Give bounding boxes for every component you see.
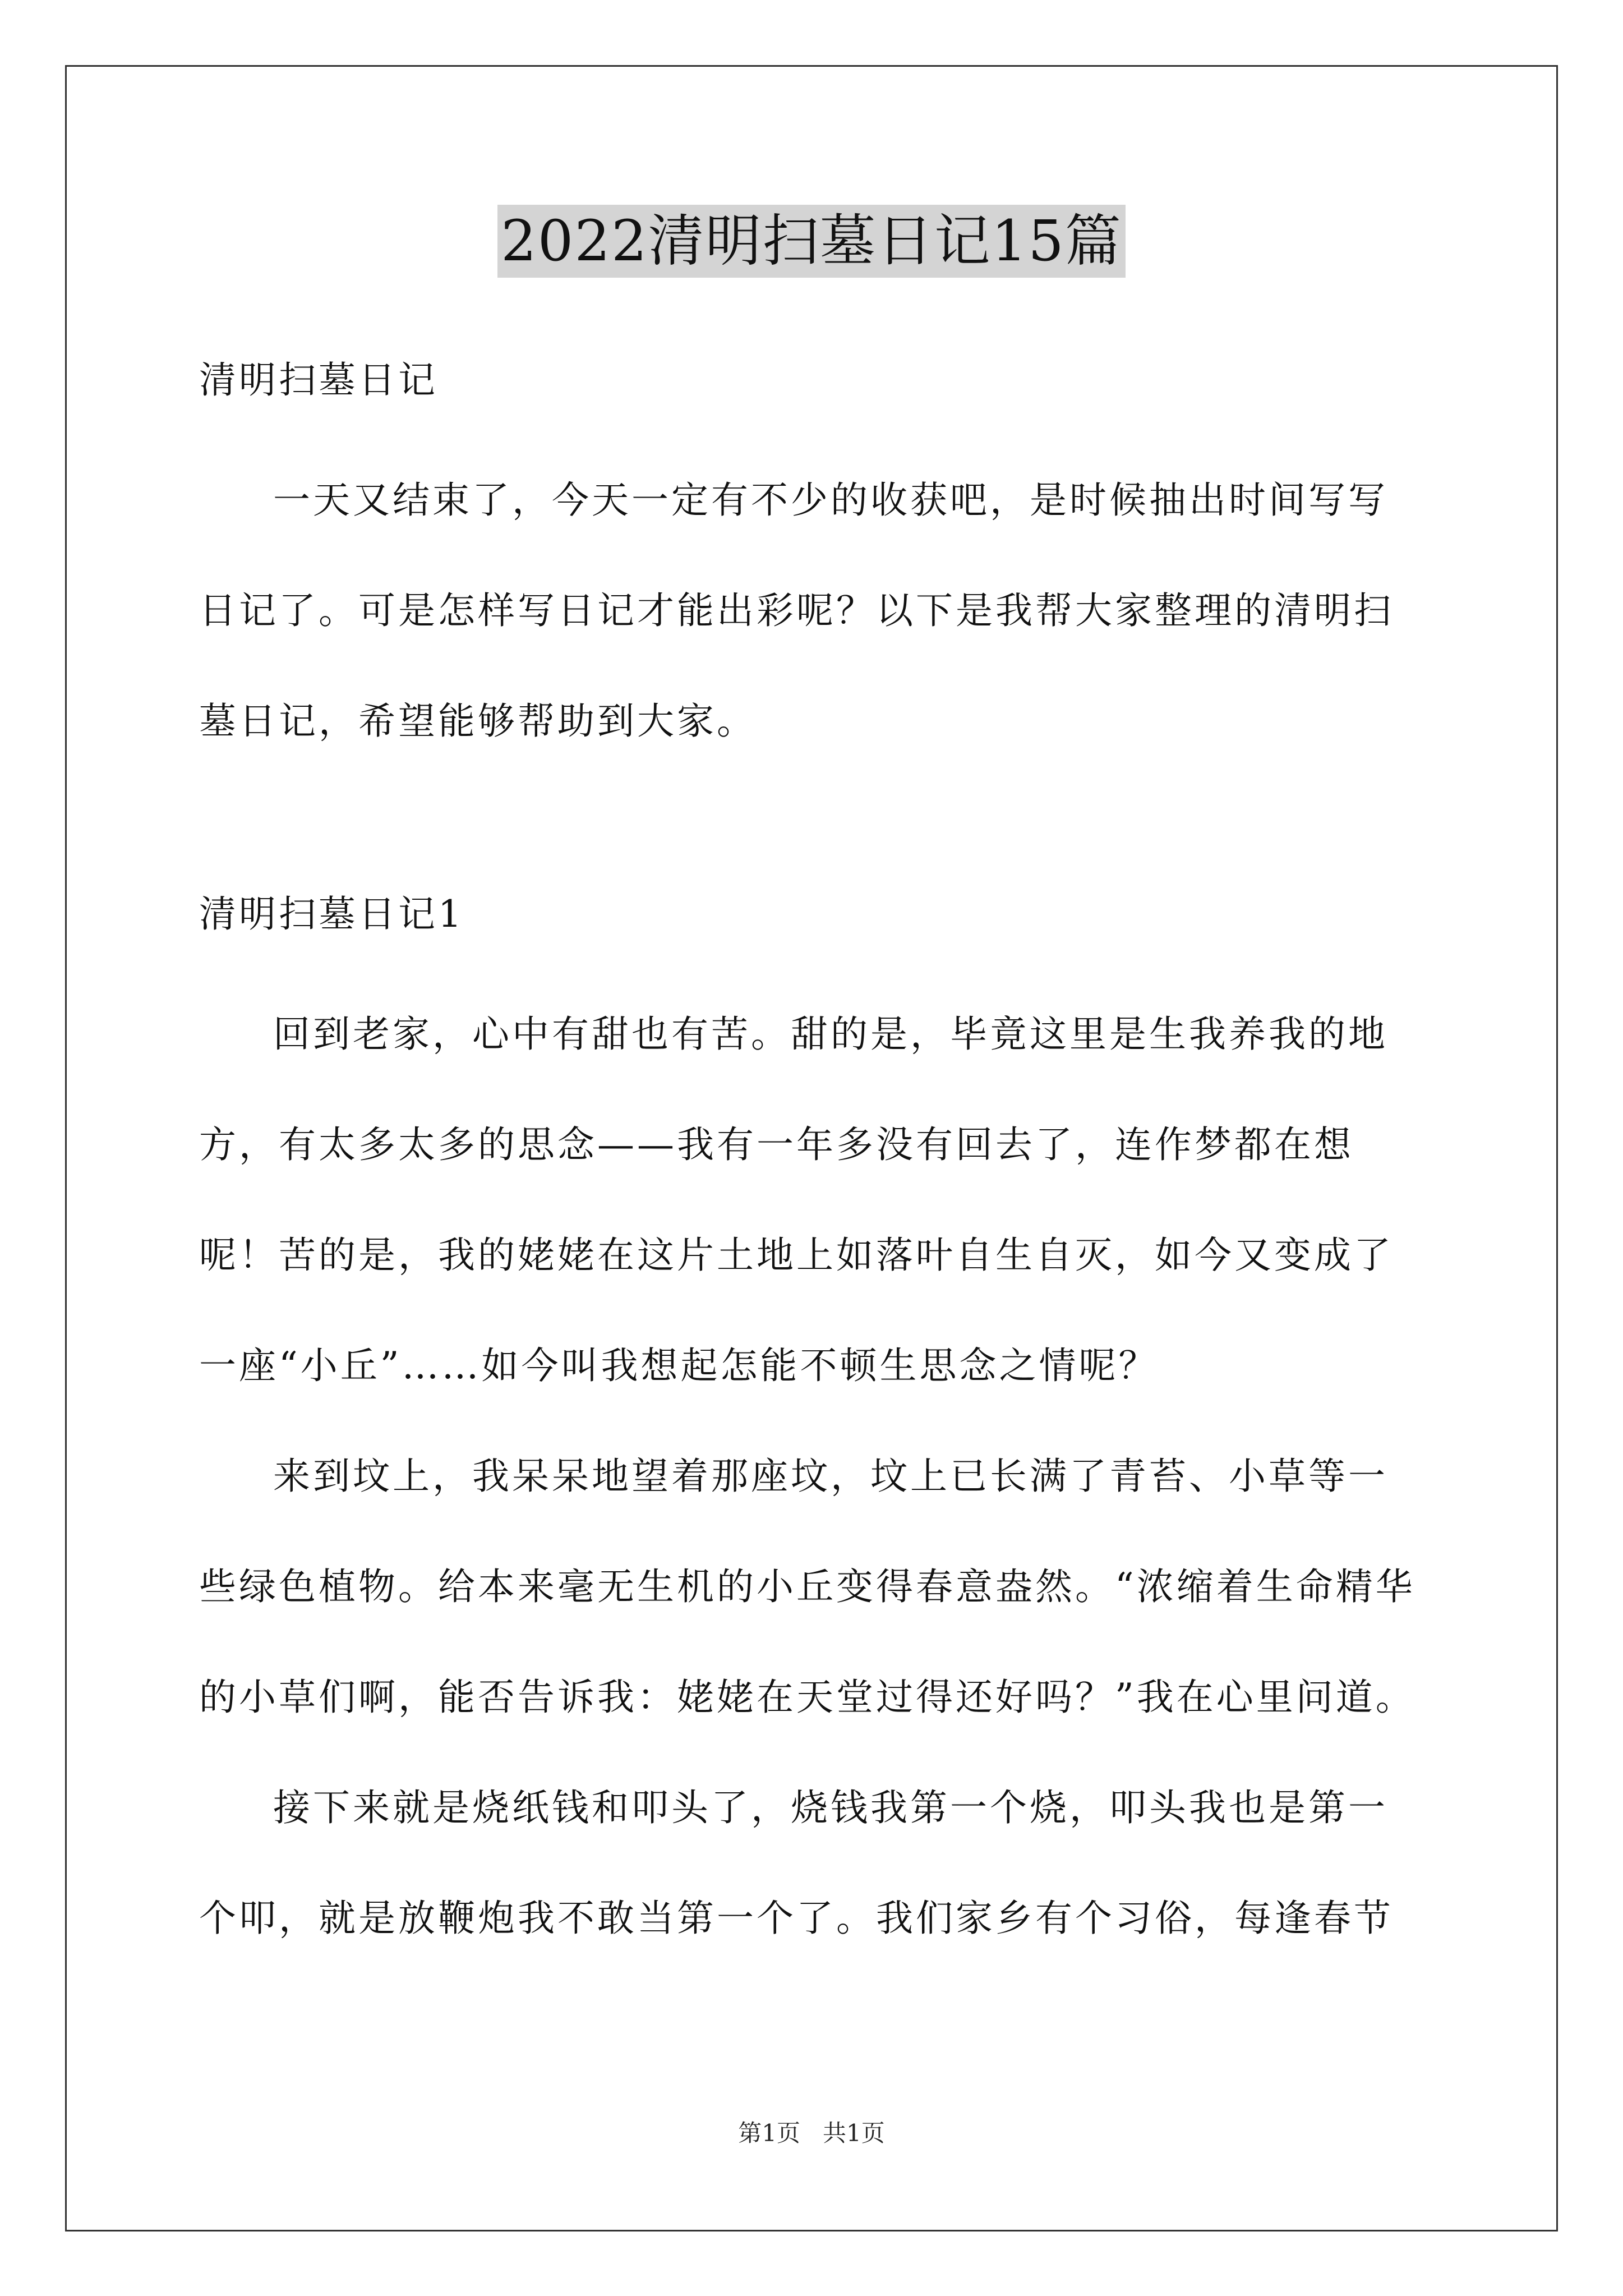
diary-1-heading: 清明扫墓日记1 <box>199 892 464 936</box>
intro-paragraph: 一天又结束了，今天一定有不少的收获吧，是时候抽出时间写写日记了。可是怎样写日记才能出彩呢？以下是我帮大家整理的清明扫墓日记，希望能够帮助到大家。 <box>199 478 1394 743</box>
document-title: 2022清明扫墓日记15篇 <box>497 205 1126 278</box>
intro-heading: 清明扫墓日记 <box>199 358 438 402</box>
diary-1-paragraph-2: 来到坟上，我呆呆地望着那座坟，坟上已长满了青苔、小草等一些绿色植物。给本来毫无生机的小丘变得春意盎然。“浓缩着生命精华的小草们啊，能否告诉我：姥姥在天堂过得还好吗？”我在心里问道。 <box>199 1455 1415 1719</box>
page-footer: 第1页 共1页 <box>738 2119 885 2147</box>
diary-1-paragraph-3: 接下来就是烧纸钱和叩头了，烧钱我第一个烧，叩头我也是第一个叩，就是放鞭炮我不敢当第一个了。我们家乡有个习俗，每逢春节 <box>199 1786 1394 1940</box>
title-container <box>0 205 1623 278</box>
diary-1-paragraph-1: 回到老家，心中有甜也有苦。甜的是，毕竟这里是生我养我的地方，有太多太多的思念——我有一年多没有回去了，连作梦都在想呢！苦的是，我的姥姥在这片土地上如落叶自生自灭，如今又变成了一座“小丘”……如今叫我想起怎能不顿生思念之情呢？ <box>199 1013 1394 1387</box>
intro-section <box>199 352 1427 776</box>
diary-1-section <box>199 886 1427 1973</box>
